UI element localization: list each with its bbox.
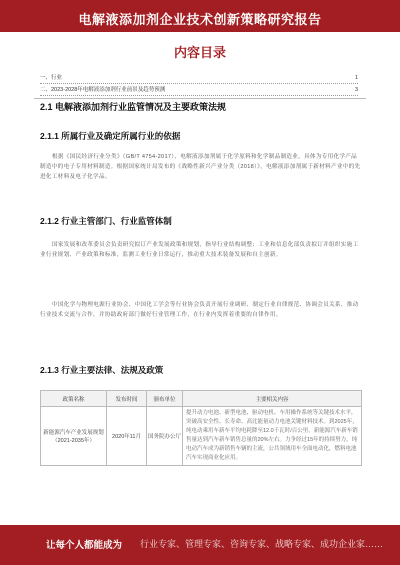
- section-heading-2-1: 2.1 电解液添加剂行业监管情况及主要政策法规: [40, 102, 227, 112]
- report-title: 电解液添加剂企业技术创新策略研究报告: [78, 12, 322, 27]
- table-header-content: 主要相关内容: [183, 391, 362, 407]
- table-header-date: 发布时间: [107, 391, 147, 407]
- policy-date: 2020年11月: [107, 407, 147, 466]
- policy-content: 提升动力电池、新型电池、驱动电机、车用操作系统等关键技术水平，突破高安全性、长寿命、高比能量动力电池关键材料技术。到2025年，纯电动乘用车新车平均电耗降至12.0千瓦时/百公里，新能源汽车新车销售量达到汽车新车销售总量的20%左右。力争经过15年的持续努力，纯电动汽车成为新销售车辆的主流，公共领域用车全面电动化，燃料电池汽车实现商业化应用。: [183, 407, 362, 466]
- policy-name: 新能源汽车产业发展规划（2021-2035年）: [41, 407, 107, 466]
- toc-title: 内容目录: [173, 45, 226, 60]
- section-heading-2-1-3: 2.1.3 行业主要法律、法规及政策: [40, 365, 164, 375]
- toc-item[interactable]: [40, 74, 358, 84]
- divider: [34, 98, 366, 99]
- policy-table: [40, 390, 362, 466]
- toc-item-label: 一、行业: [40, 75, 63, 81]
- footer-slogan: 让每个人都能成为: [46, 540, 123, 551]
- policy-issuer: 国务院办公厅: [147, 407, 183, 466]
- toc-item-label: 二、2023-2028年电解液添加剂行业前景及趋势预测: [40, 87, 166, 93]
- table-row: [41, 407, 362, 466]
- section-heading-2-1-2: 2.1.2 行业主管部门、行业监管体制: [40, 216, 172, 226]
- toc-item-page: 1: [354, 75, 358, 81]
- footer-banner: [0, 525, 400, 565]
- report-header: [0, 0, 400, 32]
- table-header-name: 政策名称: [41, 391, 107, 407]
- section-heading-2-1-1: 2.1.1 所属行业及确定所属行业的依据: [40, 131, 181, 141]
- footer-tags: 行业专家、管理专家、咨询专家、战略专家、成功企业家……: [140, 539, 384, 549]
- table-header-issuer: 颁布单位: [147, 391, 183, 407]
- paragraph-regulators: 国家发展和改革委员会负责研究拟订产业发展政策和规划，指导行业结构调整；工业和信息化部负责拟订并组织实施工业行业规划、产业政策和标准，监测工业行业日常运行，推动重大技术装备发展和自主创新。: [40, 242, 359, 258]
- table-header-row: [41, 391, 362, 407]
- paragraph-associations: 中国化学与物理电源行业协会、中国化工学会等行业协会负责开展行业调研、制定行业自律规范、协调会员关系、推动行业技术交流与合作，并协助政府部门做好行业管理工作，在行业内发挥着重要的自律作用。: [40, 302, 359, 318]
- toc-item[interactable]: [40, 86, 358, 96]
- toc-item-page: 3: [354, 87, 358, 93]
- paragraph-industry-classification: 根据《国民经济行业分类》（GB/T 4754-2017），电解液添加剂属于化学原料和化学制品制造业，具体为专用化学产品制造中的电子专用材料制造。根据国家统计局发布的《战略性新兴产业分类（2018）》，电解液添加剂属于新材料产业中的先进化工材料及电子化学品。: [40, 154, 361, 180]
